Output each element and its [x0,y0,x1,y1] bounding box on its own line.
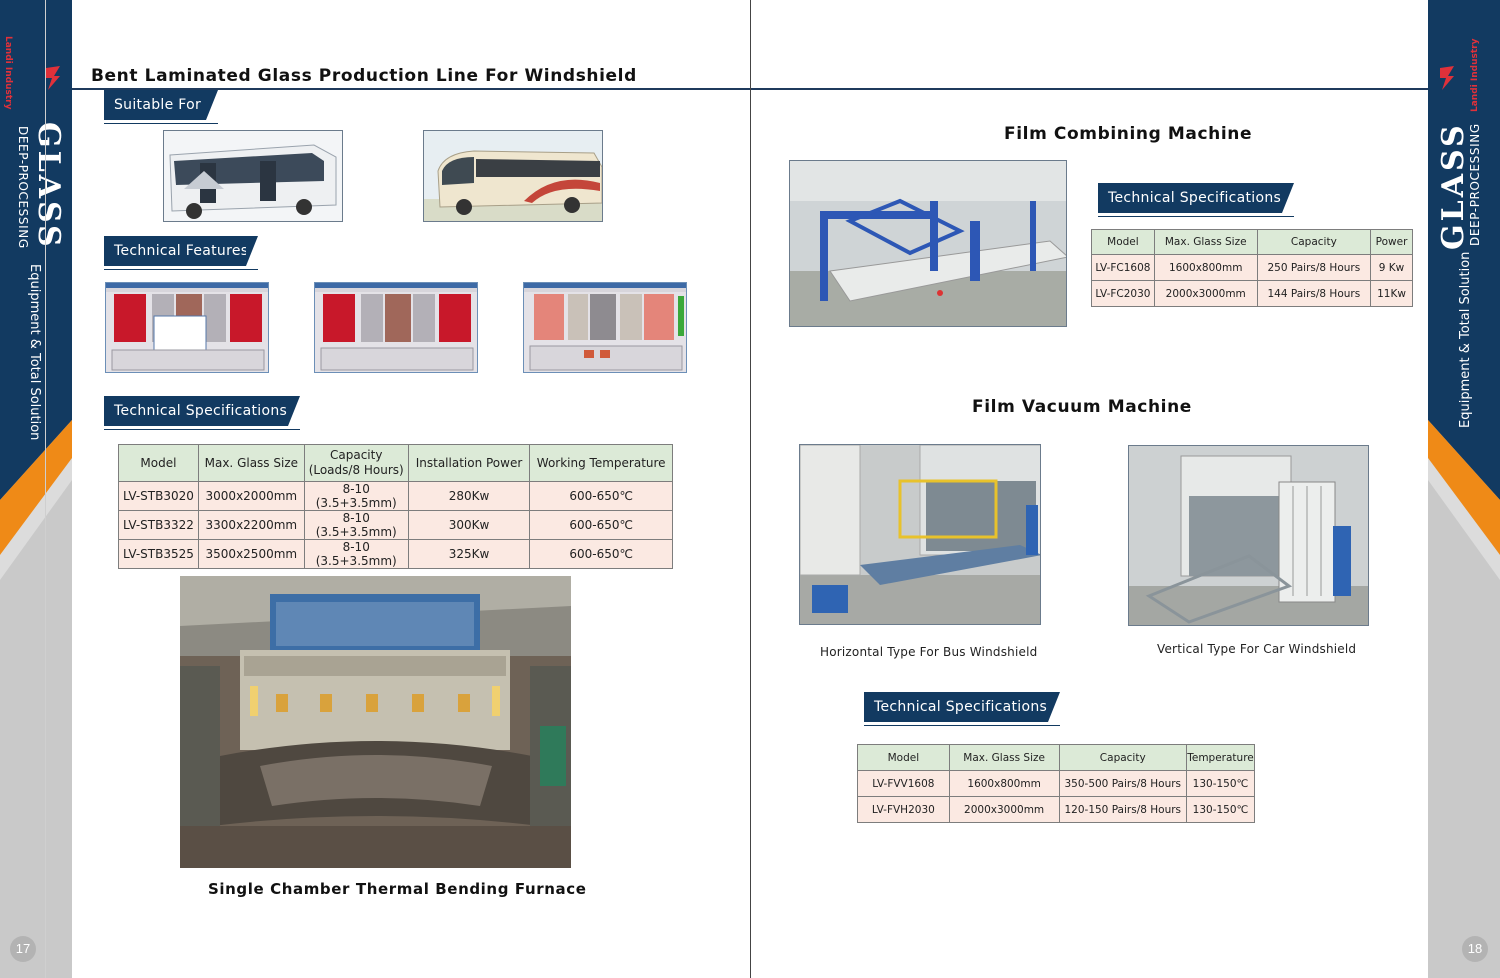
table-row [1092,255,1413,281]
table-row [858,797,1255,823]
table-cell: 3000x2000mm [198,482,304,511]
table-cell: 2000x3000mm [949,797,1059,823]
film-combining-illustration [790,161,1067,327]
header-cell: Capacity (Loads/8 Hours) [304,445,408,482]
header-cell: Max. Glass Size [1154,230,1257,255]
left-glass-word: GLASS [31,122,66,250]
furnace-caption: Single Chamber Thermal Bending Furnace [208,880,587,898]
city-bus-photo [163,130,343,222]
right-glass-word: GLASS [1436,122,1471,250]
table-cell: 3500x2500mm [198,540,304,569]
header-cell: Temperature [1186,745,1254,771]
control-screen-3 [523,282,687,373]
suitable-for-tag: Suitable For [104,90,206,120]
table-cell: 600-650℃ [530,511,673,540]
vertical-vacuum-illustration [1129,446,1369,626]
header-cell: Model [858,745,950,771]
header-cell: Capacity [1257,230,1370,255]
table-cell: 8-10 (3.5+3.5mm) [304,482,408,511]
header-cell: Model [119,445,199,482]
film-vacuum-title: Film Vacuum Machine [972,397,1192,417]
control-screen-1 [105,282,269,373]
table-cell: 3300x2200mm [198,511,304,540]
table-cell: LV-STB3322 [119,511,199,540]
coach-bus-illustration [424,131,603,222]
right-deep-processing: DEEP-PROCESSING [1468,123,1482,246]
left-tagline: Equipment & Total Solution [27,264,42,441]
horizontal-vacuum-photo [799,444,1041,625]
table-cell: 1600x800mm [1154,255,1257,281]
header-cell: Max. Glass Size [949,745,1059,771]
horizontal-vacuum-illustration [800,445,1041,625]
film-combining-spec-table [1091,229,1413,307]
vertical-vacuum-photo [1128,445,1369,626]
table-cell: 130-150℃ [1186,771,1254,797]
page-title: Bent Laminated Glass Production Line For Windshield [91,66,637,86]
left-company-name: Landi Industry [3,36,13,110]
right-company-name: Landi Industry [1470,38,1480,112]
left-tech-specs-tag: Technical Specifications [104,396,288,426]
table-cell: 130-150℃ [1186,797,1254,823]
right-page-number: 18 [1462,936,1488,962]
table-cell: LV-FVH2030 [858,797,950,823]
film-combining-title: Film Combining Machine [1004,124,1253,144]
city-bus-illustration [164,131,343,222]
table-cell: 350-500 Pairs/8 Hours [1059,771,1186,797]
table-cell: 8-10 (3.5+3.5mm) [304,511,408,540]
technical-features-tag: Technical Features [104,236,246,266]
right-side-strip [1428,0,1500,978]
table-cell: LV-STB3020 [119,482,199,511]
vertical-type-caption: Vertical Type For Car Windshield [1157,642,1357,656]
table-row [119,511,673,540]
table-cell: 325Kw [408,540,530,569]
table-cell: 280Kw [408,482,530,511]
bending-furnace-photo [180,576,571,868]
coach-bus-photo [423,130,603,222]
table-row [119,540,673,569]
horizontal-type-caption: Horizontal Type For Bus Windshield [820,645,1038,659]
table-cell: 600-650℃ [530,482,673,511]
table-row [858,771,1255,797]
fv-tech-specs-tag: Technical Specifications [864,692,1048,722]
control-screen-1-content [106,292,269,373]
header-cell: Model [1092,230,1155,255]
table-cell: 300Kw [408,511,530,540]
left-page-number: 17 [10,936,36,962]
control-screen-3-content [524,292,687,373]
control-screen-2 [314,282,478,373]
table-cell: 2000x3000mm [1154,281,1257,307]
bending-furnace-illustration [180,576,571,868]
table-cell: 250 Pairs/8 Hours [1257,255,1370,281]
table-row [119,482,673,511]
film-vacuum-spec-table [857,744,1255,823]
table-cell: 9 Kw [1371,255,1413,281]
film-combining-photo [789,160,1067,327]
header-cell: Working Temperature [530,445,673,482]
fc-table-header [1092,230,1413,255]
table-cell: 120-150 Pairs/8 Hours [1059,797,1186,823]
right-logo-icon [1438,64,1456,92]
header-cell: Installation Power [408,445,530,482]
table-cell: 8-10 (3.5+3.5mm) [304,540,408,569]
right-tagline: Equipment & Total Solution [1458,251,1473,428]
table-row [1092,281,1413,307]
fc-tech-specs-tag: Technical Specifications [1098,183,1282,213]
table-cell: 1600x800mm [949,771,1059,797]
furnace-spec-table [118,444,673,569]
table-cell: LV-FVV1608 [858,771,950,797]
right-top-rule [751,88,1428,90]
header-cell: Capacity [1059,745,1186,771]
table-cell: LV-FC1608 [1092,255,1155,281]
table-cell: 600-650℃ [530,540,673,569]
furnace-table-header [119,445,673,482]
left-deep-processing: DEEP-PROCESSING [16,126,30,249]
control-screen-2-content [315,292,478,373]
fv-table-header [858,745,1255,771]
header-cell: Max. Glass Size [198,445,304,482]
table-cell: 11Kw [1371,281,1413,307]
header-cell: Power [1371,230,1413,255]
table-cell: LV-STB3525 [119,540,199,569]
table-cell: LV-FC2030 [1092,281,1155,307]
table-cell: 144 Pairs/8 Hours [1257,281,1370,307]
